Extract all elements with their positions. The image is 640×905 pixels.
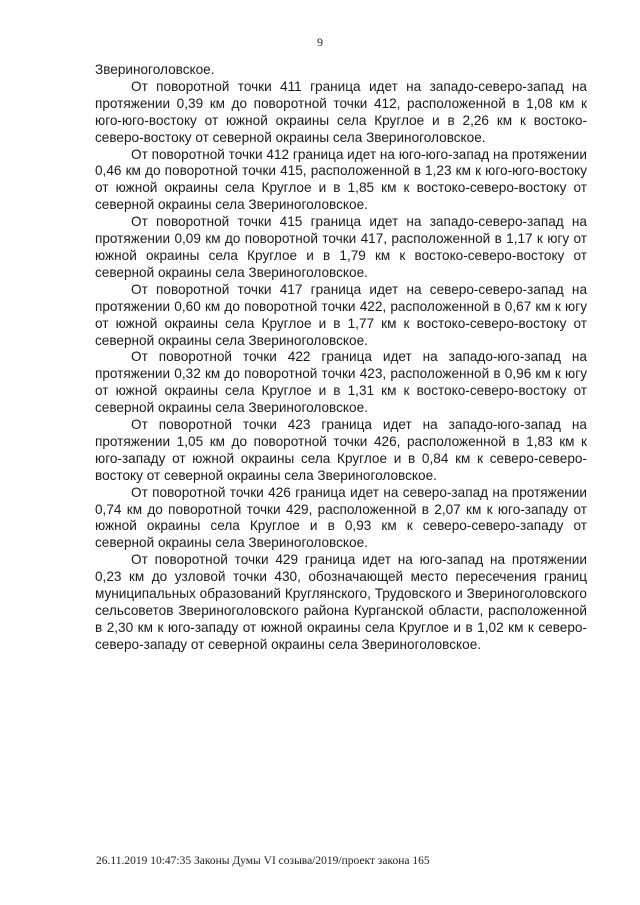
paragraph-point-417: От поворотной точки 417 граница идет на северо-северо-запад на протяжении 0,60 км до поворотной точки 422, расположенной в 0,67 км к югу от южной окраины села Круглое и в 1,77 км к востоко-северо-востоку от северной окраины села Звериноголовское. bbox=[95, 281, 587, 348]
paragraph-point-422: От поворотной точки 422 граница идет на западо-юго-запад на протяжении 0,32 км до поворотной точки 423, расположенной в 0,96 км к югу от южной окраины села Круглое и в 1,31 км к востоко-северо-востоку от северной окраины села Звериноголовское. bbox=[95, 349, 587, 416]
paragraph-point-429: От поворотной точки 429 граница идет на юго-запад на протяжении 0,23 км до узловой точки 430, обозначающей место пересечения границ муниципальных образований Круглянского, Трудовского и Звериноголовского сельсоветов Звериноголовского района Курганской области, расположенной в 2,30 км к юго-западу от южной окраины села Круглое и в 1,02 км к северо-северо-западу от северной окраины села Звериноголовское. bbox=[95, 552, 587, 652]
document-footer: 26.11.2019 10:47:35 Законы Думы VI созыва/2019/проект закона 165 bbox=[96, 855, 430, 867]
document-body bbox=[95, 62, 587, 654]
paragraph-point-412: От поворотной точки 412 граница идет на юго-юго-запад на протяжении 0,46 км до поворотной точки 415, расположенной в 1,23 км к юго-юго-востоку от южной окраины села Круглое и в 1,85 км к востоко-северо-востоку от северной окраины села Звериноголовское. bbox=[95, 146, 587, 213]
paragraph-point-411: От поворотной точки 411 граница идет на западо-северо-запад на протяжении 0,39 км до поворотной точки 412, расположенной в 1,08 км к юго-юго-востоку от южной окраины села Круглое и в 2,26 км к востоко-северо-востоку от северной окраины села Звериноголовское. bbox=[95, 78, 587, 145]
paragraph-point-426: От поворотной точки 426 граница идет на северо-запад на протяжении 0,74 км до поворотной точки 429, расположенной в 2,07 км к юго-западу от южной окраины села Круглое и в 0,93 км к северо-северо-западу от северной окраины села Звериноголовское. bbox=[95, 484, 587, 551]
paragraph-point-423: От поворотной точки 423 граница идет на западо-юго-запад на протяжении 1,05 км до поворотной точки 426, расположенной в 1,83 км к юго-западу от южной окраины села Круглое и в 0,84 км к северо-северо-востоку от северной окраины села Звериноголовское. bbox=[95, 417, 587, 483]
page-number: 9 bbox=[317, 35, 323, 49]
paragraph-point-415: От поворотной точки 415 граница идет на западо-северо-запад на протяжении 0,09 км до поворотной точки 417, расположенной в 1,17 к югу от южной окраины села Круглое и в 1,79 км к востоко-северо-востоку от северной окраины села Звериноголовское. bbox=[95, 214, 587, 280]
paragraph-continuation: Звериноголовское. bbox=[95, 62, 215, 77]
